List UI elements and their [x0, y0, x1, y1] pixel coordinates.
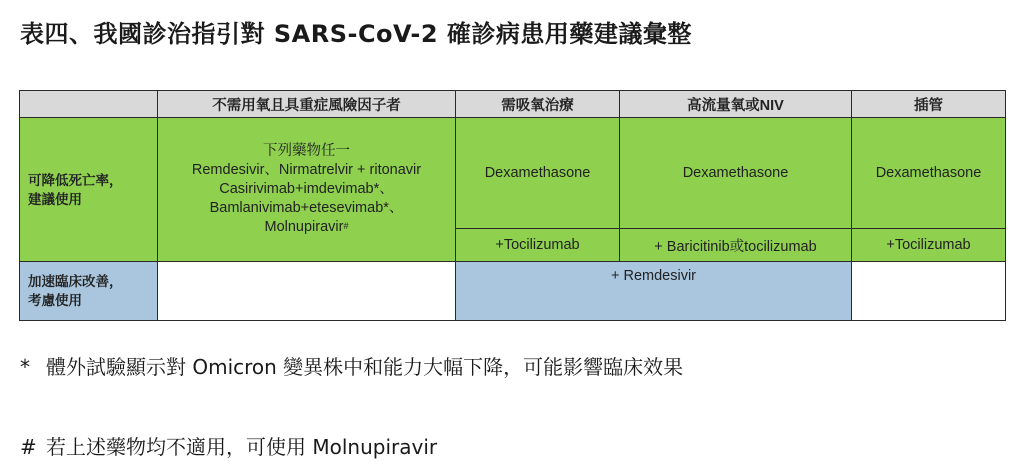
cell-empty — [158, 262, 456, 321]
cell-empty — [852, 262, 1006, 321]
cell-highflow-baricitinib: + Baricitinib或tocilizumab — [620, 229, 852, 262]
drug-line: Remdesivir、Nirmatrelvir + ritonavir — [191, 162, 422, 178]
header-cell-intubation: 插管 — [852, 91, 1006, 118]
drug-line: Molnupiravir# — [264, 219, 349, 235]
header-cell-high-flow-niv: 高流量氧或NIV — [620, 91, 852, 118]
cell-intubation-dexamethasone: Dexamethasone — [852, 118, 1006, 229]
footnote-molnupiravir — [20, 431, 437, 460]
footnote-mark: * — [20, 355, 30, 379]
row-label-reduce-mortality: 可降低死亡率， 建議使用 — [20, 118, 158, 262]
drug-line: 下列藥物任一 — [263, 143, 350, 159]
cell-oxygen-dexamethasone: Dexamethasone — [456, 118, 620, 229]
footnote-omicron — [20, 351, 683, 380]
drug-recommendation-table — [19, 90, 1006, 321]
cell-oxygen-tocilizumab: +Tocilizumab — [456, 229, 620, 262]
cell-highflow-dexamethasone: Dexamethasone — [620, 118, 852, 229]
cell-remdesivir-span: + Remdesivir — [456, 262, 852, 321]
table-row-accelerate-improvement — [20, 262, 1006, 321]
table-row-reduce-mortality — [20, 118, 1006, 229]
footnote-text: 若上述藥物均不適用，可使用 Molnupiravir — [46, 435, 438, 459]
footnote-text: 體外試驗顯示對 Omicron 變異株中和能力大幅下降，可能影響臨床效果 — [46, 355, 684, 379]
cell-intubation-tocilizumab: +Tocilizumab — [852, 229, 1006, 262]
header-cell-no-oxygen: 不需用氧且具重症風險因子者 — [158, 91, 456, 118]
drug-line: Bamlanivimab+etesevimab*、 — [209, 200, 404, 216]
footnote-mark: # — [343, 221, 349, 231]
page-title: 表四、我國診治指引對 SARS-CoV-2 確診病患用藥建議彙整 — [20, 20, 692, 48]
cell-no-oxygen-drugs — [158, 118, 456, 262]
header-cell-empty — [20, 91, 158, 118]
footnote-mark: # — [20, 435, 37, 459]
drug-line: Casirivimab+imdevimab*、 — [219, 181, 394, 197]
table-header-row — [20, 91, 1006, 118]
row-label-accelerate-improvement: 加速臨床改善， 考慮使用 — [20, 262, 158, 321]
header-cell-oxygen: 需吸氧治療 — [456, 91, 620, 118]
